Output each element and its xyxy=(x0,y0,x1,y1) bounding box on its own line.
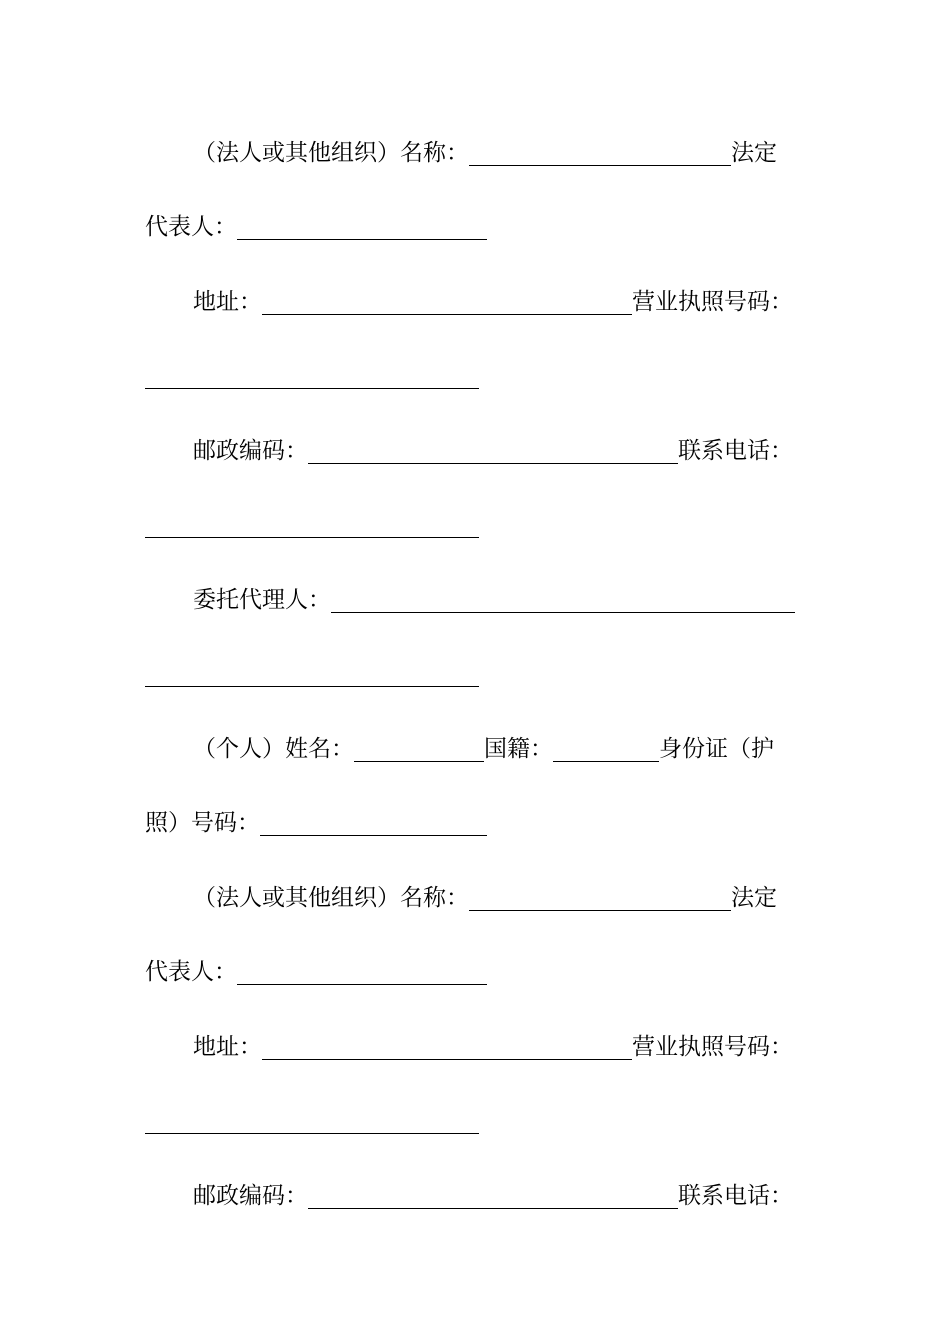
label-org-name: （法人或其他组织）名称： xyxy=(193,140,469,166)
blank-postcode-2[interactable] xyxy=(308,1208,678,1209)
label-legal-start: 法定 xyxy=(731,140,777,166)
line-personal-name xyxy=(193,732,774,766)
line-license-blank xyxy=(145,359,479,393)
blank-phone[interactable] xyxy=(145,537,479,538)
label-phone-2: 联系电话： xyxy=(678,1183,793,1209)
label-address: 地址： xyxy=(193,289,262,315)
label-org-name-2: （法人或其他组织）名称： xyxy=(193,885,469,911)
label-representative-2: 代表人： xyxy=(145,959,237,985)
line-representative-2 xyxy=(145,955,487,989)
blank-org-name[interactable] xyxy=(469,165,731,166)
blank-license-number-2[interactable] xyxy=(145,1133,479,1134)
line-representative xyxy=(145,210,487,244)
blank-postcode[interactable] xyxy=(308,463,678,464)
label-phone: 联系电话： xyxy=(678,438,793,464)
blank-address[interactable] xyxy=(262,314,632,315)
blank-id-number[interactable] xyxy=(260,835,487,836)
blank-org-name-2[interactable] xyxy=(469,910,731,911)
label-address-2: 地址： xyxy=(193,1034,262,1060)
label-legal-start-2: 法定 xyxy=(731,885,777,911)
label-postcode-2: 邮政编码： xyxy=(193,1183,308,1209)
label-personal-name: （个人）姓名： xyxy=(193,736,354,762)
blank-license-number[interactable] xyxy=(145,388,479,389)
line-id-number xyxy=(145,806,487,840)
line-agent xyxy=(193,583,795,617)
blank-agent[interactable] xyxy=(331,612,795,613)
line-agent-blank xyxy=(145,657,479,691)
label-postcode: 邮政编码： xyxy=(193,438,308,464)
line-org-name-2 xyxy=(193,881,777,915)
label-representative: 代表人： xyxy=(145,214,237,240)
line-postcode xyxy=(193,434,793,468)
label-id-passport-start: 身份证（护 xyxy=(659,736,774,762)
blank-address-2[interactable] xyxy=(262,1059,632,1060)
label-nationality: 国籍： xyxy=(484,736,553,762)
label-license-number-2: 营业执照号码： xyxy=(632,1034,793,1060)
blank-representative[interactable] xyxy=(237,239,487,240)
line-license-blank-2 xyxy=(145,1104,479,1138)
label-id-number: 照）号码： xyxy=(145,810,260,836)
line-org-name xyxy=(193,136,777,170)
line-address-2 xyxy=(193,1030,793,1064)
blank-agent-continued[interactable] xyxy=(145,686,479,687)
label-license-number: 营业执照号码： xyxy=(632,289,793,315)
line-postcode-2 xyxy=(193,1179,793,1213)
blank-nationality[interactable] xyxy=(553,761,659,762)
blank-representative-2[interactable] xyxy=(237,984,487,985)
line-address xyxy=(193,285,793,319)
blank-personal-name[interactable] xyxy=(354,761,484,762)
line-phone-blank xyxy=(145,508,479,542)
label-agent: 委托代理人： xyxy=(193,587,331,613)
